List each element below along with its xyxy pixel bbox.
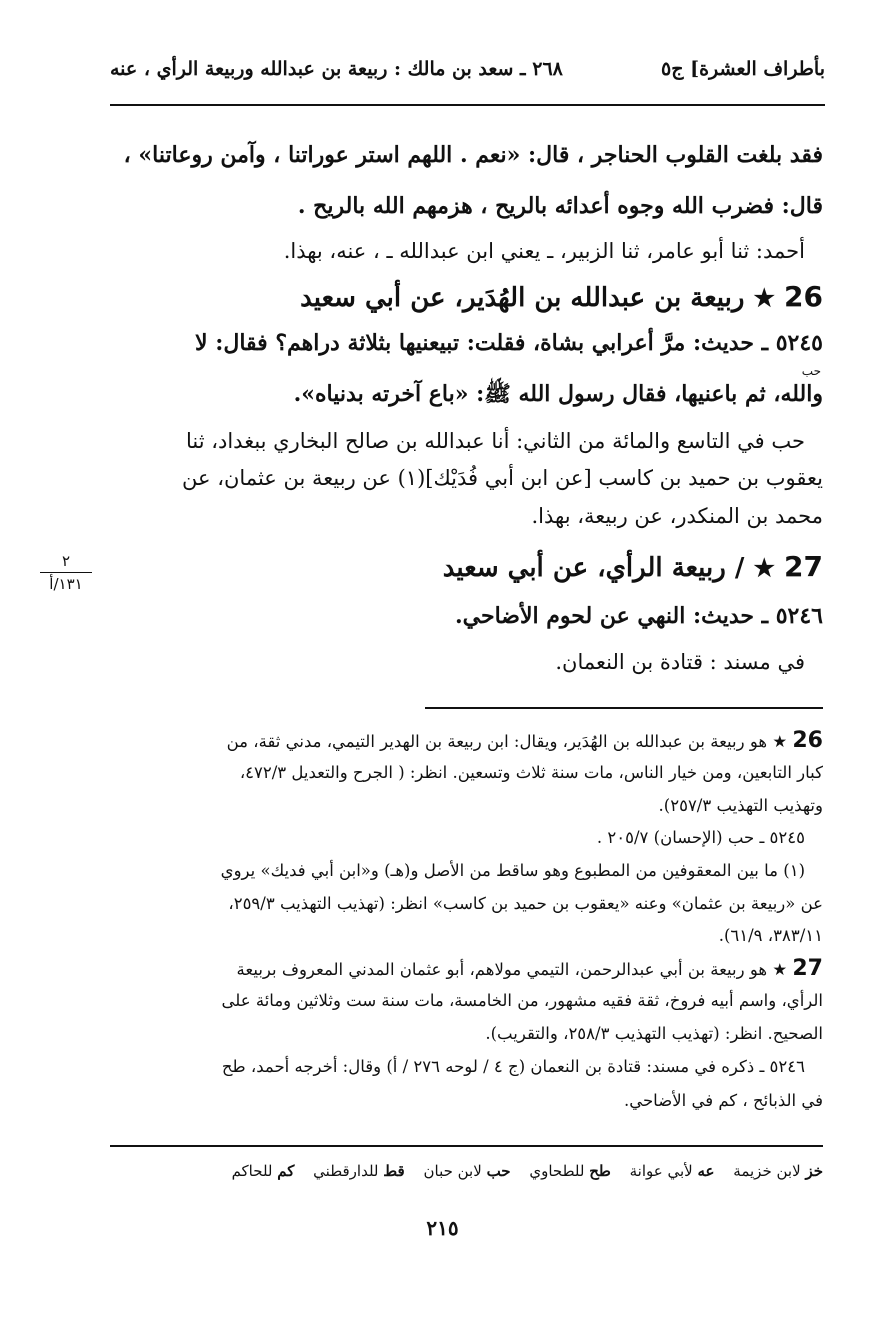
footnote-27-line-2: الرأي، واسم أبيه فروخ، ثقة فقيه مشهور، من الخامسة، مات سنة ست وثلاثين ومائة على <box>221 991 823 1010</box>
header-chapter: ٢٦٨ ـ سعد بن مالك : ربيعة بن عبدالله وربيعة الرأي ، عنه <box>110 58 563 80</box>
star-icon: ★ <box>753 553 775 582</box>
star-icon: ★ <box>753 283 775 312</box>
body-line-3: أحمد: ثنا أبو عامر، ثنا الزبير، ـ يعني ابن عبدالله ـ ، عنه، بهذا. <box>283 239 805 263</box>
abbreviations-legend <box>110 1162 823 1180</box>
para-line-2: يعقوب بن حميد بن كاسب [عن ابن أبي فُدَيْك](١) عن ربيعة بن عثمان، عن <box>182 466 823 490</box>
footnote-5245: ٥٢٤٥ ـ حب (الإحسان) ٢٠٥/٧ . <box>596 828 805 847</box>
section-26-heading <box>110 280 823 313</box>
abbrev-item: كم للحاكم <box>231 1162 295 1180</box>
hadith-5245-mark <box>110 364 821 378</box>
abbrev-item: حب لابن حبان <box>423 1162 511 1180</box>
abbrev-item: عه لأبي عوانة <box>629 1162 715 1180</box>
para-line-3: محمد بن المنكدر، عن ربيعة، بهذا. <box>531 504 823 528</box>
source-mark: حب <box>801 364 821 378</box>
abbrev-item: قط للدارقطني <box>313 1162 405 1180</box>
section-title: ربيعة بن عبدالله بن الهُدَير، عن أبي سعيد <box>300 283 745 313</box>
margin-note-rule <box>40 572 92 573</box>
margin-folio-note <box>36 552 96 593</box>
footnote-divider <box>425 707 823 709</box>
footnote-26-line-3: وتهذيب التهذيب ٢٥٧/٣). <box>658 796 823 815</box>
hadith-5245-line-2: والله، ثم باعنيها، فقال رسول الله ﷺ: «باع آخرته بدنياه». <box>293 381 823 407</box>
slash-mark: / <box>734 553 745 583</box>
para-line-1: حب في التاسع والمائة من الثاني: أنا عبدالله بن صالح البخاري ببغداد، ثنا <box>185 429 805 453</box>
hadith-5245-line-1: ٥٢٤٥ ـ حديث: مرَّ أعرابي بشاة، فقلت: تبيعنيها بثلاثة دراهم؟ فقال: لا <box>195 330 823 356</box>
section-title: ربيعة الرأي، عن أبي سعيد <box>442 553 726 583</box>
footnote-number: 27 <box>792 956 823 981</box>
footnote-26-line-2: كبار التابعين، ومن خيار الناس، مات سنة ثلاث وتسعين. انظر: ( الجرح والتعديل ٤٧٢/٣، <box>239 763 823 782</box>
abbrev-item: خز لابن خزيمة <box>733 1162 823 1180</box>
abbreviations-divider <box>110 1145 823 1147</box>
footnote-5246-line-2: في الذبائح ، كم في الأضاحي. <box>623 1091 823 1110</box>
running-header <box>110 58 825 90</box>
footnote-1-line-1: (١) ما بين المعقوفين من المطبوع وهو ساقط من الأصل و(هـ) و«ابن أبي فديك» يروي <box>220 861 805 880</box>
header-volume: بأطراف العشرة] ج٥ <box>661 58 825 80</box>
body-line-2: قال: فضرب الله وجوه أعدائه بالريح ، هزمهم الله بالريح . <box>297 193 823 219</box>
footnote-text: هو ربيعة بن أبي عبدالرحمن، التيمي مولاهم، أبو عثمان المدني المعروف بربيعة <box>236 960 768 979</box>
hadith-5246: ٥٢٤٦ ـ حديث: النهي عن لحوم الأضاحي. <box>455 603 823 629</box>
footnote-number: 26 <box>792 728 823 753</box>
footnote-1-line-3: ٣٨٣/١١، ٦١/٩). <box>718 926 823 945</box>
margin-note-top: ٢ <box>61 552 71 570</box>
musnad-line: في مسند : قتادة بن النعمان. <box>555 650 805 674</box>
page-number: ٢١٥ <box>426 1216 459 1240</box>
footnote-27-line-3: الصحيح. انظر: (تهذيب التهذيب ٢٥٨/٣، والتقريب). <box>485 1024 823 1043</box>
footnote-5246-line-1: ٥٢٤٦ ـ ذكره في مسند: قتادة بن النعمان (ج ٤ / لوحه ٢٧٦ / أ) وقال: أخرجه أحمد، طح <box>221 1057 805 1076</box>
abbrev-item: طح للطحاوي <box>529 1162 611 1180</box>
margin-note-bottom: ١٣١/أ <box>49 575 83 593</box>
footnote-text: هو ربيعة بن عبدالله بن الهُدَير، ويقال: ابن ربيعة بن الهدير التيمي، مدني ثقة، من <box>226 732 768 751</box>
star-icon: ★ <box>772 732 788 751</box>
star-icon: ★ <box>772 960 788 979</box>
footnote-1-line-2: عن «ربيعة بن عثمان» وعنه «يعقوب بن حميد بن كاسب» انظر: (تهذيب التهذيب ٢٥٩/٣، <box>228 894 823 913</box>
footnote-27-line-1 <box>110 956 823 981</box>
section-number: 26 <box>784 280 823 313</box>
section-27-heading <box>110 550 823 583</box>
footnote-26-line-1 <box>110 728 823 753</box>
body-line-1: فقد بلغت القلوب الحناجر ، قال: «نعم . اللهم استر عوراتنا ، وآمن روعاتنا» ، <box>123 142 823 168</box>
header-divider <box>110 104 825 106</box>
section-number: 27 <box>784 550 823 583</box>
